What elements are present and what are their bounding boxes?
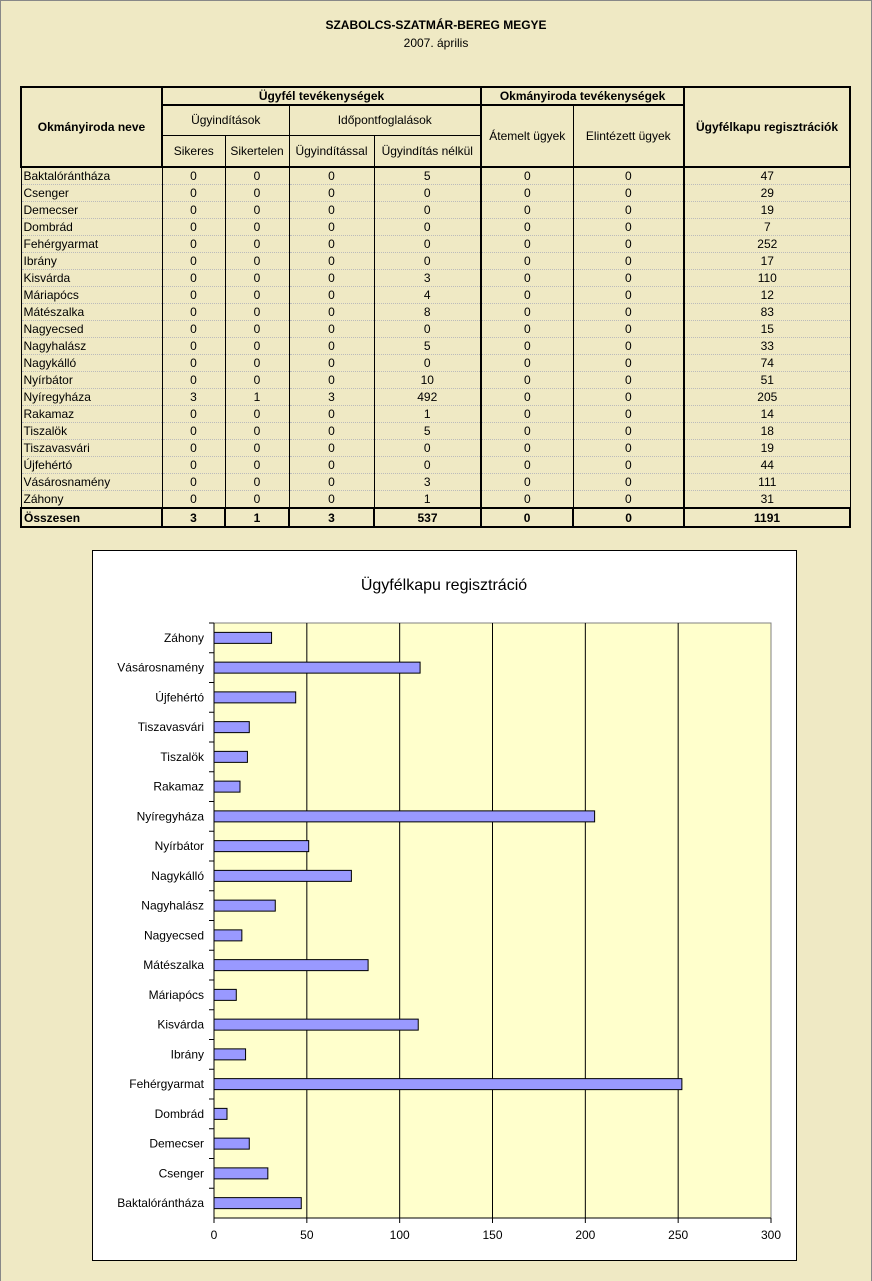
table-cell: 1 [374,491,481,509]
table-cell: 0 [481,321,573,338]
table-cell: 3 [289,389,374,406]
office-name-cell: Rakamaz [21,406,162,423]
registration-bar-chart [93,551,796,1260]
table-cell: 0 [162,440,225,457]
office-name-cell: Demecser [21,202,162,219]
table-cell: 0 [573,185,684,202]
y-category-label: Tiszavasvári [137,720,204,735]
total-cell: 0 [573,508,684,527]
table-cell: 111 [684,474,850,491]
table-row [21,423,850,440]
bar-tiszavasvári [214,722,249,733]
total-cell: 3 [289,508,374,527]
table-cell: 0 [162,202,225,219]
table-cell: 0 [162,321,225,338]
table-cell: 0 [162,270,225,287]
table-cell: 83 [684,304,850,321]
table-cell: 0 [573,287,684,304]
table-cell: 5 [374,167,481,185]
bar-vásárosnamény [214,662,420,673]
x-tick-label: 100 [389,1228,410,1242]
office-name-cell: Nagyecsed [21,321,162,338]
table-cell: 0 [481,270,573,287]
table-cell: 0 [225,491,289,509]
table-cell: 0 [573,474,684,491]
office-name-cell: Nagykálló [21,355,162,372]
bar-dombrád [214,1108,227,1119]
office-name-cell: Máriapócs [21,287,162,304]
office-name-cell: Baktalórántháza [21,167,162,185]
office-name-cell: Záhony [21,491,162,509]
table-row [21,236,850,253]
table-cell: 3 [374,270,481,287]
table-cell: 19 [684,440,850,457]
table-cell: 0 [225,236,289,253]
table-cell: 0 [162,167,225,185]
bar-nagyecsed [214,930,242,941]
table-cell: 10 [374,372,481,389]
table-cell: 0 [481,440,573,457]
bar-nagykálló [214,870,351,881]
page-subtitle: 2007. április [403,36,469,50]
office-name-cell: Vásárosnamény [21,474,162,491]
office-name-cell: Tiszalök [21,423,162,440]
table-cell: 0 [573,406,684,423]
office-name-cell: Ibrány [21,253,162,270]
table-cell: 0 [225,457,289,474]
table-cell: 0 [481,406,573,423]
y-category-label: Demecser [149,1136,204,1151]
table-cell: 5 [374,423,481,440]
table-cell: 0 [374,185,481,202]
bar-záhony [214,632,272,643]
table-cell: 0 [481,389,573,406]
y-category-label: Máriapócs [148,987,204,1002]
table-cell: 5 [374,338,481,355]
table-cell: 0 [162,355,225,372]
table-row [21,491,850,509]
header-without-initiation: Ügyindítás nélkül [374,135,481,167]
table-cell: 0 [481,167,573,185]
table-cell: 47 [684,167,850,185]
table-body [21,167,850,508]
table-cell: 0 [225,440,289,457]
office-name-cell: Dombrád [21,219,162,236]
x-tick-label: 150 [482,1228,503,1242]
table-cell: 14 [684,406,850,423]
table-total-row [21,508,850,527]
y-category-label: Nyíregyháza [136,809,204,824]
table-cell: 0 [573,440,684,457]
bar-máriapócs [214,989,236,1000]
table-cell: 0 [374,321,481,338]
table-cell: 0 [162,219,225,236]
window-border-left [0,0,1,1281]
table-cell: 0 [573,372,684,389]
x-tick-label: 0 [210,1228,218,1242]
office-name-cell: Nyíregyháza [21,389,162,406]
table-row [21,372,850,389]
office-name-cell: Fehérgyarmat [21,236,162,253]
table-cell: 0 [481,491,573,509]
table-cell: 0 [481,202,573,219]
header-appointments: Időpontfoglalások [289,105,481,135]
table-cell: 0 [289,440,374,457]
table-cell: 0 [162,372,225,389]
bar-ibrány [214,1049,246,1060]
table-cell: 0 [225,253,289,270]
table-cell: 29 [684,185,850,202]
bar-nyíregyháza [214,811,595,822]
y-category-label: Vásárosnamény [117,660,204,675]
chart-container [92,550,797,1261]
header-successful: Sikeres [162,135,225,167]
table-cell: 0 [481,287,573,304]
y-category-label: Mátészalka [143,958,204,973]
y-category-label: Dombrád [154,1106,204,1121]
table-cell: 0 [225,185,289,202]
bar-újfehértó [214,692,296,703]
table-cell: 0 [481,372,573,389]
table-row [21,167,850,185]
table-cell: 0 [374,440,481,457]
office-name-cell: Kisvárda [21,270,162,287]
x-tick-label: 300 [760,1228,782,1242]
table-cell: 0 [573,355,684,372]
table-row [21,321,850,338]
x-tick-label: 50 [300,1228,314,1242]
x-tick-label: 200 [575,1228,596,1242]
y-category-label: Nagyecsed [143,928,204,943]
table-cell: 0 [289,491,374,509]
table-cell: 0 [289,185,374,202]
table-row [21,270,850,287]
table-cell: 110 [684,270,850,287]
table-cell: 0 [573,219,684,236]
y-category-label: Záhony [163,630,204,645]
table-cell: 252 [684,236,850,253]
header-office-activities: Okmányiroda tevékenységek [481,87,684,105]
table-cell: 8 [374,304,481,321]
table-cell: 18 [684,423,850,440]
table-row [21,338,850,355]
header-registrations: Ügyfélkapu regisztrációk [684,87,850,167]
table-cell: 7 [684,219,850,236]
table-cell: 0 [162,474,225,491]
office-name-cell: Csenger [21,185,162,202]
table-cell: 0 [481,474,573,491]
table-cell: 0 [289,253,374,270]
y-category-label: Rakamaz [153,779,204,794]
y-category-label: Nagykálló [151,868,204,883]
table-cell: 0 [573,304,684,321]
table-cell: 15 [684,321,850,338]
table-cell: 0 [573,321,684,338]
header-unsuccessful: Sikertelen [225,135,289,167]
office-name-cell: Újfehértó [21,457,162,474]
chart-title: Ügyfélkapu regisztráció [360,577,528,594]
table-cell: 0 [573,457,684,474]
bar-kisvárda [214,1019,418,1030]
total-cell: 3 [162,508,225,527]
table-cell: 0 [289,287,374,304]
table-cell: 0 [289,236,374,253]
table-cell: 0 [225,338,289,355]
table-cell: 3 [374,474,481,491]
table-cell: 0 [374,202,481,219]
table-cell: 0 [162,253,225,270]
table-cell: 0 [289,457,374,474]
table-row [21,185,850,202]
table-row [21,304,850,321]
table-cell: 0 [481,355,573,372]
statistics-table [20,86,851,528]
table-cell: 12 [684,287,850,304]
total-cell: 1 [225,508,289,527]
office-name-cell: Tiszavasvári [21,440,162,457]
y-category-label: Kisvárda [157,1017,204,1032]
table-cell: 0 [374,457,481,474]
table-row [21,219,850,236]
table-cell: 0 [573,236,684,253]
table-cell: 1 [374,406,481,423]
table-cell: 0 [162,287,225,304]
y-category-label: Fehérgyarmat [129,1077,204,1092]
table-cell: 0 [289,406,374,423]
table-row [21,457,850,474]
bar-csenger [214,1168,268,1179]
table-cell: 0 [573,338,684,355]
table-cell: 0 [289,474,374,491]
table-cell: 0 [225,355,289,372]
table-cell: 0 [225,406,289,423]
table-cell: 0 [481,253,573,270]
office-name-cell: Mátészalka [21,304,162,321]
table-cell: 31 [684,491,850,509]
office-name-cell: Nyírbátor [21,372,162,389]
y-category-label: Újfehértó [155,690,204,705]
table-cell: 0 [289,423,374,440]
table-cell: 0 [162,236,225,253]
table-cell: 0 [225,287,289,304]
table-cell: 0 [225,372,289,389]
x-tick-label: 250 [668,1228,689,1242]
table-row [21,440,850,457]
table-cell: 0 [374,355,481,372]
table-cell: 0 [573,270,684,287]
y-category-label: Baktalórántháza [117,1196,204,1211]
table-cell: 0 [573,202,684,219]
table-cell: 3 [162,389,225,406]
table-cell: 19 [684,202,850,219]
table-cell: 0 [162,406,225,423]
table-cell: 0 [225,321,289,338]
table-row [21,474,850,491]
table-cell: 0 [374,253,481,270]
y-category-label: Csenger [158,1166,204,1181]
y-category-label: Nyírbátor [154,839,204,854]
table-cell: 1 [225,389,289,406]
table-cell: 0 [374,219,481,236]
header-office-name: Okmányiroda neve [21,87,162,167]
table-cell: 0 [573,167,684,185]
total-cell: 0 [481,508,573,527]
bar-nagyhalász [214,900,275,911]
header-case-initiations: Ügyindítások [162,105,289,135]
table-cell: 0 [162,457,225,474]
table-cell: 33 [684,338,850,355]
table-cell: 0 [481,338,573,355]
header-client-activities: Ügyfél tevékenységek [162,87,481,105]
window-border-top [0,0,872,1]
table-cell: 0 [162,185,225,202]
table-cell: 0 [481,423,573,440]
table-cell: 44 [684,457,850,474]
table-row [21,406,850,423]
table-cell: 0 [289,270,374,287]
bar-demecser [214,1138,249,1149]
table-cell: 205 [684,389,850,406]
table-cell: 4 [374,287,481,304]
table-cell: 0 [289,372,374,389]
bar-rakamaz [214,781,240,792]
table-cell: 0 [225,270,289,287]
table-cell: 0 [573,423,684,440]
table-cell: 0 [162,423,225,440]
table-cell: 17 [684,253,850,270]
header-completed: Elintézett ügyek [573,105,684,167]
table-cell: 0 [481,457,573,474]
table-cell: 0 [481,304,573,321]
table-cell: 0 [289,219,374,236]
table-row [21,287,850,304]
table-cell: 0 [481,185,573,202]
page-title: SZABOLCS-SZATMÁR-BEREG MEGYE [325,18,547,32]
table-cell: 0 [225,219,289,236]
table-row [21,355,850,372]
y-category-label: Tiszalök [160,749,204,764]
y-category-label: Ibrány [170,1047,204,1062]
table-cell: 492 [374,389,481,406]
total-cell: 1191 [684,508,850,527]
table-row [21,389,850,406]
bar-mátészalka [214,960,368,971]
table-cell: 0 [162,338,225,355]
header-with-initiation: Ügyindítással [289,135,374,167]
table-row [21,202,850,219]
table-cell: 0 [481,219,573,236]
header-transferred: Átemelt ügyek [481,105,573,167]
table-cell: 0 [573,491,684,509]
total-label: Összesen [21,508,162,527]
bar-tiszalök [214,751,247,762]
table-cell: 0 [225,423,289,440]
total-cell: 537 [374,508,481,527]
office-name-cell: Nagyhalász [21,338,162,355]
table-cell: 0 [225,167,289,185]
table-cell: 0 [289,321,374,338]
table-cell: 0 [573,389,684,406]
table-cell: 0 [289,355,374,372]
table-row [21,253,850,270]
table-cell: 74 [684,355,850,372]
table-cell: 0 [162,304,225,321]
bar-nyírbátor [214,841,309,852]
table-cell: 0 [289,304,374,321]
y-category-label: Nagyhalász [141,898,204,913]
table-cell: 0 [225,474,289,491]
table-cell: 0 [374,236,481,253]
table-cell: 51 [684,372,850,389]
table-cell: 0 [289,202,374,219]
table-cell: 0 [573,253,684,270]
table-cell: 0 [289,167,374,185]
bar-fehérgyarmat [214,1079,682,1090]
table-cell: 0 [289,338,374,355]
table-cell: 0 [481,236,573,253]
table-cell: 0 [225,202,289,219]
table-cell: 0 [162,491,225,509]
table-cell: 0 [225,304,289,321]
bar-baktalórántháza [214,1198,301,1209]
